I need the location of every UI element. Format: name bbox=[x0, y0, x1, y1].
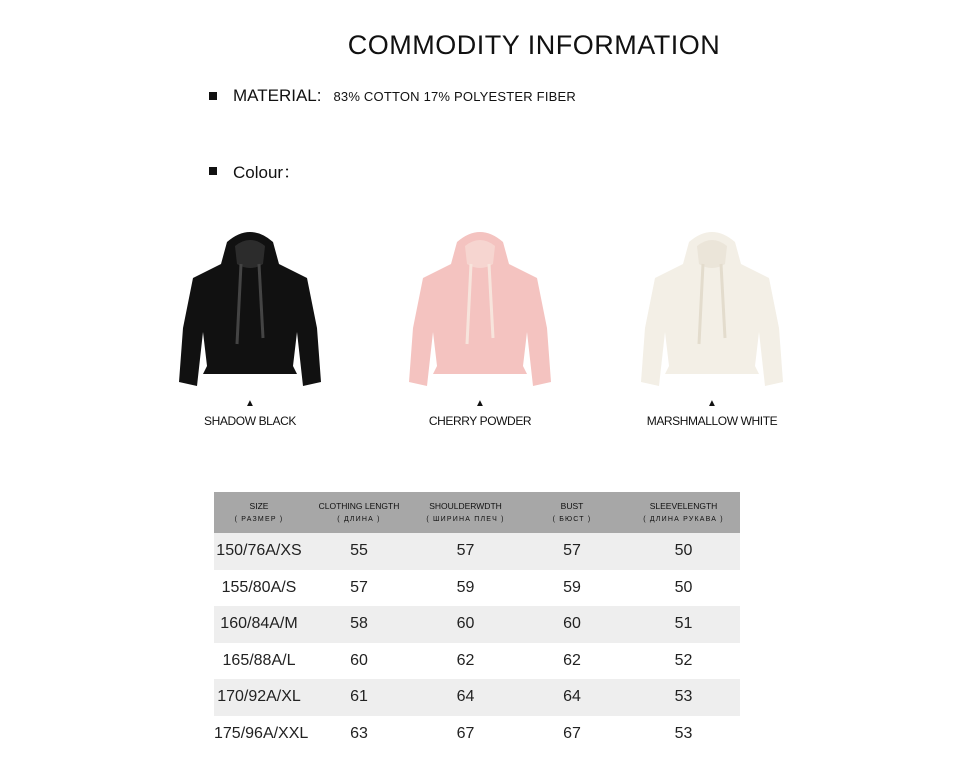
size-table bbox=[214, 492, 740, 752]
table-cell: 52 bbox=[674, 651, 693, 669]
header-sleeve-length: SLEEVELENGTH ( ДЛИНА РУКАВА ) bbox=[627, 492, 740, 533]
bullet-icon bbox=[209, 167, 217, 175]
table-row bbox=[214, 643, 740, 680]
table-cell: 155/80A/S bbox=[221, 578, 297, 596]
table-cell: 53 bbox=[627, 679, 740, 716]
table-cell: 57 bbox=[517, 533, 627, 570]
swatch-name: MARSHMALLOW WHITE bbox=[646, 414, 778, 428]
table-cell: 58 bbox=[304, 606, 414, 643]
table-cell: 60 bbox=[414, 606, 517, 643]
header-shoulder-width: SHOULDERWDTH ( ШИРИНА ПЛЕЧ ) bbox=[414, 492, 517, 533]
material-value: 83% COTTON 17% POLYESTER FIBER bbox=[333, 88, 576, 104]
material-label: MATERIAL: bbox=[233, 86, 322, 105]
table-cell: 51 bbox=[627, 606, 740, 643]
header-clothing-length: CLOTHING LENGTH ( ДЛИНА ) bbox=[304, 492, 414, 533]
hoodie-icon bbox=[405, 228, 555, 390]
triangle-marker-icon: ▲ bbox=[707, 398, 717, 409]
table-row bbox=[214, 606, 740, 643]
table-cell: 64 bbox=[517, 679, 627, 716]
table-cell: 55 bbox=[304, 533, 414, 570]
table-cell: 59 bbox=[456, 578, 475, 596]
table-cell: 57 bbox=[414, 533, 517, 570]
triangle-marker-icon: ▲ bbox=[245, 398, 255, 409]
table-cell: 50 bbox=[674, 578, 693, 596]
hoodie-icon bbox=[175, 228, 325, 390]
table-cell: 50 bbox=[627, 533, 740, 570]
table-row bbox=[214, 570, 740, 607]
table-cell: 62 bbox=[456, 651, 475, 669]
colour-label: Colour： bbox=[233, 163, 301, 182]
table-cell: 175/96A/XXL bbox=[214, 724, 309, 742]
table-header-row bbox=[214, 492, 740, 533]
swatch-name: CHERRY POWDER bbox=[428, 414, 532, 428]
table-cell: 61 bbox=[304, 679, 414, 716]
swatch-cherry-powder[interactable] bbox=[390, 228, 570, 428]
bullet-icon bbox=[209, 92, 217, 100]
table-cell: 59 bbox=[563, 578, 581, 596]
table-cell: 67 bbox=[456, 724, 475, 742]
table-cell: 57 bbox=[350, 578, 368, 596]
table-cell: 165/88A/L bbox=[222, 651, 296, 669]
table-row bbox=[214, 679, 740, 716]
table-cell: 62 bbox=[563, 651, 581, 669]
table-cell: 63 bbox=[350, 724, 368, 742]
swatch-marshmallow-white[interactable] bbox=[622, 228, 802, 428]
header-size: SIZE ( РАЗМЕР ) bbox=[214, 492, 304, 533]
swatch-shadow-black[interactable] bbox=[160, 228, 340, 428]
triangle-marker-icon: ▲ bbox=[475, 398, 485, 409]
table-cell: 60 bbox=[517, 606, 627, 643]
table-cell: 67 bbox=[563, 724, 581, 742]
table-cell: 160/84A/M bbox=[214, 606, 304, 643]
header-bust: BUST ( БЮСТ ) bbox=[517, 492, 627, 533]
table-row bbox=[214, 716, 740, 753]
table-cell: 64 bbox=[414, 679, 517, 716]
swatch-name: SHADOW BLACK bbox=[204, 414, 296, 428]
table-cell: 60 bbox=[350, 651, 368, 669]
colour-row bbox=[209, 158, 300, 183]
hoodie-icon bbox=[637, 228, 787, 390]
table-cell: 170/92A/XL bbox=[214, 679, 304, 716]
table-cell: 53 bbox=[674, 724, 693, 742]
table-cell: 150/76A/XS bbox=[214, 533, 304, 570]
material-row bbox=[209, 86, 576, 106]
page-title: COMMODITY INFORMATION bbox=[347, 30, 721, 60]
table-row bbox=[214, 533, 740, 570]
